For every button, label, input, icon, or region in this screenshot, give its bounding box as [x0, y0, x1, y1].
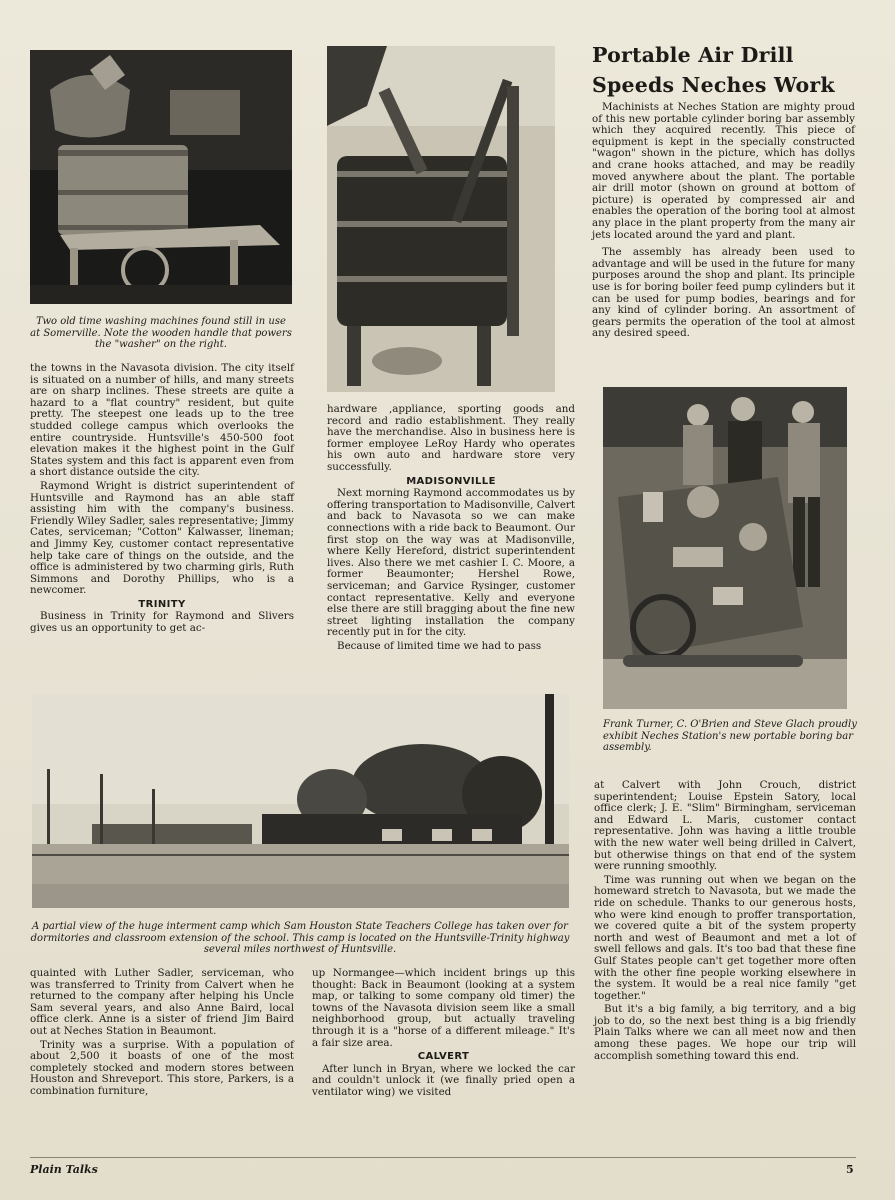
washing-machines-caption: Two old time washing machines found still in use at Somerville. Note the wooden handle that powers the "washer" on the right. [30, 316, 292, 350]
page-number: 5 [846, 1163, 854, 1176]
paragraph: Raymond Wright is district superintendent of Huntsville and Raymond has an able staff assisting him with the company's business. Friendly Wiley Sadler, sales representative; Jimmy Cates, serviceman; "Cotton" Kalwasser, lineman; and Jimmy Key, customer contact representative help take care of things on the outside, and the office is administered by two charming girls, Ruth Simmons and Dorothy Phillips, who is a newcomer. [30, 479, 294, 597]
paragraph: Because of limited time we had to pass [337, 639, 542, 652]
drill-crew-caption: Frank Turner, C. O'Brien and Steve Glach proudly exhibit Neches Station's new portable boring bar assembly. [603, 719, 857, 753]
paragraph: the towns in the Navasota division. The city itself is situated on a number of hills, and many streets are on sharp inclines. These streets are quite a hazard to a "flat country" resident, but quite pretty. The steepest one leads up to the tree studded college campus which overlooks the entire countryside. Huntsville's 450-500 foot elevation makes it the highest point in the Gulf States system and this fact is apparent even from a short distance outside the city. [30, 362, 294, 479]
column-2-top-text [327, 404, 575, 652]
section-heading-madisonville: MADISONVILLE [406, 475, 496, 487]
paragraph: The assembly has already been used to advantage and will be used in the future for many purposes around the shop and plant. Its principle use is for boring boiler feed pump cylinders but it can be used for pump bodies, bearings and for any kind of cylinder boring. An assortment of gears permits the operation of the tool at almost any desired speed. [592, 246, 855, 340]
title-line-1: Portable Air Drill [592, 43, 794, 67]
paragraph: Trinity was a surprise. With a population of about 2,500 it boasts of one of the most completely stocked and modern stores between Houston and Shreveport. This store, Parkers, is a combination furniture, [30, 1038, 294, 1097]
title-line-2: Speeds Neches Work [592, 73, 835, 97]
drill-crew-photo [603, 387, 847, 709]
paragraph: quainted with Luther Sadler, serviceman, who was transferred to Trinity from Calvert when he returned to the company after helping his Uncle Sam several years, and also Anne Baird, local office clerk. Anne is a sister of friend Jim Baird out at Neches Station in Beaumont. [30, 967, 294, 1037]
column-1-top-text [30, 363, 294, 635]
paragraph: But it's a big family, a big territory, and a big job to do, so the next best thing is a big friendly Plain Talks where we can all meet now and then among these pages. We hope our trip will accomplish something toward this end. [594, 1003, 856, 1062]
section-heading-calvert: CALVERT [417, 1051, 470, 1063]
column-3-top-text [592, 102, 855, 340]
section-heading-trinity: TRINITY [138, 598, 186, 610]
interment-camp-caption: A partial view of the huge interment camp which Sam Houston State Teachers College has taken over for dormitories and classroom extension of the school. This camp is located on the Huntsville-Trinity highway several miles northwest of Huntsville. [30, 921, 570, 955]
footer-rule [30, 1157, 856, 1158]
paragraph: Machinists at Neches Station are mighty proud of this new portable cylinder boring bar assembly which they acquired recently. This piece of equipment is kept in the specially constructed "wagon" shown in the picture, which has dollys and crane hooks attached, and may be readily moved anywhere about the plant. The portable air drill motor (shown on ground at bottom of picture) is operated by compressed air and enables the operation of the boring tool at almost any place in the plant property from the many air jets located around the yard and plant. [592, 101, 855, 241]
wooden-washer-photo [327, 46, 555, 392]
column-1-bottom-text [30, 968, 294, 1098]
paragraph: After lunch in Bryan, where we locked the car and couldn't unlock it (we finally pried open a ventilator wing) we visited [312, 1062, 575, 1098]
column-2-bottom-text [312, 968, 575, 1099]
paragraph: up Normangee—which incident brings up this thought: Back in Beaumont (looking at a system map, or talking to some company old timer) the towns of the Navasota division seem like a small neighborhood group, but actually traveling through it is a "horse of a different mileage." It's a fair size area. [312, 967, 575, 1049]
publication-name: Plain Talks [30, 1163, 98, 1176]
paragraph: hardware ,appliance, sporting goods and record and radio establishment. They really have the merchandise. Also in business here is former employee LeRoy Hardy who operates his own auto and hardware store very successfully. [327, 403, 575, 473]
column-3-bottom-text [594, 780, 856, 1062]
washing-machines-photo [30, 50, 292, 304]
article-title [592, 40, 854, 100]
paragraph: Time was running out when we began on the homeward stretch to Navasota, but we made the ride on schedule. Thanks to our generous hosts, who were kind enough to proffer transportation, we covered quite a bit of the system property north and west of Beaumont and met a lot of swell fellows and gals. It's too bad that these fine Gulf States people can't get together more often with the other fine people working elsewhere in the system. It would be a real nice family "get together." [594, 873, 856, 1002]
paragraph: Business in Trinity for Raymond and Slivers gives us an opportunity to get ac- [30, 610, 294, 635]
interment-camp-photo [32, 694, 569, 908]
paragraph: Next morning Raymond accommodates us by offering transportation to Madisonville, Calvert and back to Navasota so we can make connections with a ride back to Beaumont. Our first stop on the way was at Madisonville, where Kelly Hereford, district superintendent lives. Also there we met cashier I. C. Moore, a former Beaumonter; Hershel Rowe, serviceman; and Garvice Rysinger, customer contact representative. Kelly and everyone else there are still bragging about the fine new street lighting installation the company recently put in for the city. [327, 487, 575, 639]
paragraph: at Calvert with John Crouch, district superintendent; Louise Epstein Satory, local office clerk; J. E. "Slim" Birmingham, serviceman and Edward L. Maris, customer contact representative. John was having a little trouble with the new water well being drilled in Calvert, but otherwise things on that end of the system were running smoothly. [594, 779, 856, 873]
